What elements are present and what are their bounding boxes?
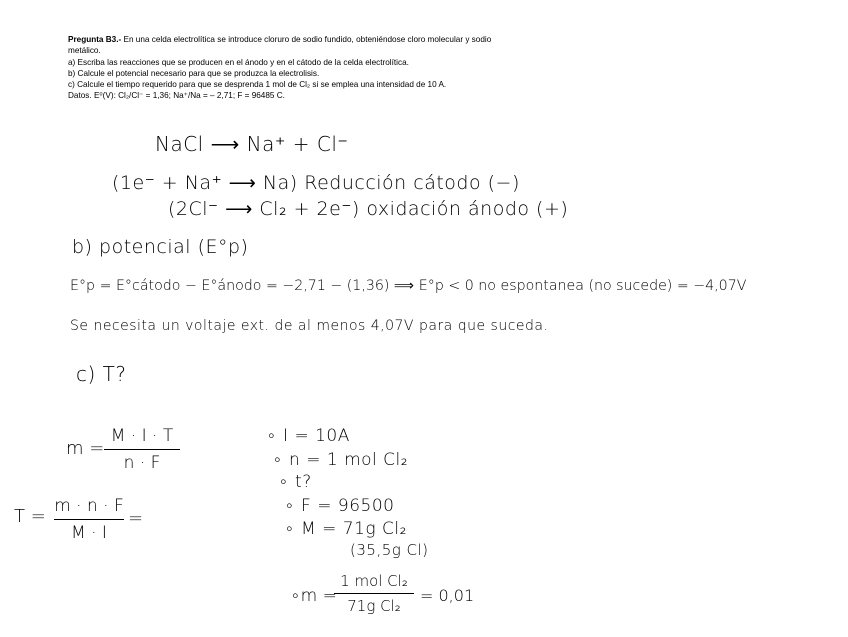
given-time: ∘ t? xyxy=(278,472,312,492)
fraction-bar xyxy=(334,593,414,594)
note-dissociation: NaCl ⟶ Na⁺ + Cl⁻ xyxy=(155,132,349,156)
problem-part-b: b) Calcule el potencial necesario para que se produzca la electrolisis. xyxy=(68,68,320,78)
formula-t-suffix: = xyxy=(128,508,144,529)
m-calc-denominator: 71g Cl₂ xyxy=(347,597,401,615)
problem-part-c: c) Calcule el tiempo requerido para que se desprenda 1 mol de Cl₂ si se emplea una intensidad de 10 A. xyxy=(68,80,447,90)
problem-part-a: a) Escriba las reacciones que se producen en el ánodo y en el cátodo de la celda electrolítica. xyxy=(68,57,409,67)
fraction-bar xyxy=(54,519,124,520)
problem-title: Pregunta B3.- xyxy=(68,35,122,44)
formula-t-denominator: M · I xyxy=(71,523,107,543)
formula-m-numerator: M · I · T xyxy=(110,426,174,446)
m-calc-fraction xyxy=(334,572,414,615)
formula-m-fraction xyxy=(104,426,180,473)
problem-statement xyxy=(68,34,498,102)
given-current: ∘ I = 10A xyxy=(266,426,350,446)
formula-t-fraction xyxy=(54,496,124,543)
problem-intro xyxy=(68,34,498,57)
problem-data: Datos. E⁰(V): Cl₂/Cl⁻ = 1,36; Na⁺/Na = – 2,71; F = 96485 C. xyxy=(68,91,285,101)
m-calc-numerator: 1 mol Cl₂ xyxy=(340,572,408,590)
m-calc-prefix: ∘m = xyxy=(290,586,337,606)
given-faraday: ∘ F = 96500 xyxy=(284,496,395,516)
problem-text: En una celda electrolítica se introduce cloruro de sodio fundido, obteniéndose cloro molecular y sodio metálico. xyxy=(68,35,492,56)
given-moles: ∘ n = 1 mol Cl₂ xyxy=(272,450,409,470)
note-part-b-header: b) potencial (E°p) xyxy=(72,236,249,258)
note-voltage-conclusion: Se necesita un voltaje ext. de al menos 4,07V para que suceda. xyxy=(70,318,549,334)
formula-t-prefix: T = xyxy=(14,506,46,527)
note-potential-calculation: E°p = E°cátodo − E°ánodo = −2,71 − (1,36) ⟹ E°p < 0 no espontanea (no sucede) = −4,07V xyxy=(70,278,747,294)
formula-t-numerator: m · n · F xyxy=(54,496,124,516)
note-anode-reaction: (2Cl⁻ ⟶ Cl₂ + 2e⁻) oxidación ánodo (+) xyxy=(168,198,569,220)
formula-m-prefix: m = xyxy=(66,438,105,459)
formula-m-denominator: n · F xyxy=(123,453,161,473)
note-part-c-header: c) T? xyxy=(76,362,127,386)
fraction-bar xyxy=(104,449,180,450)
given-molar-mass: ∘ M = 71g Cl₂ xyxy=(284,519,407,539)
m-calc-result: = 0,01 xyxy=(420,586,475,605)
note-cathode-reaction: (1e⁻ + Na⁺ ⟶ Na) Reducción cátodo (−) xyxy=(112,172,520,194)
given-molar-mass-note: (35,5g Cl) xyxy=(350,541,429,559)
